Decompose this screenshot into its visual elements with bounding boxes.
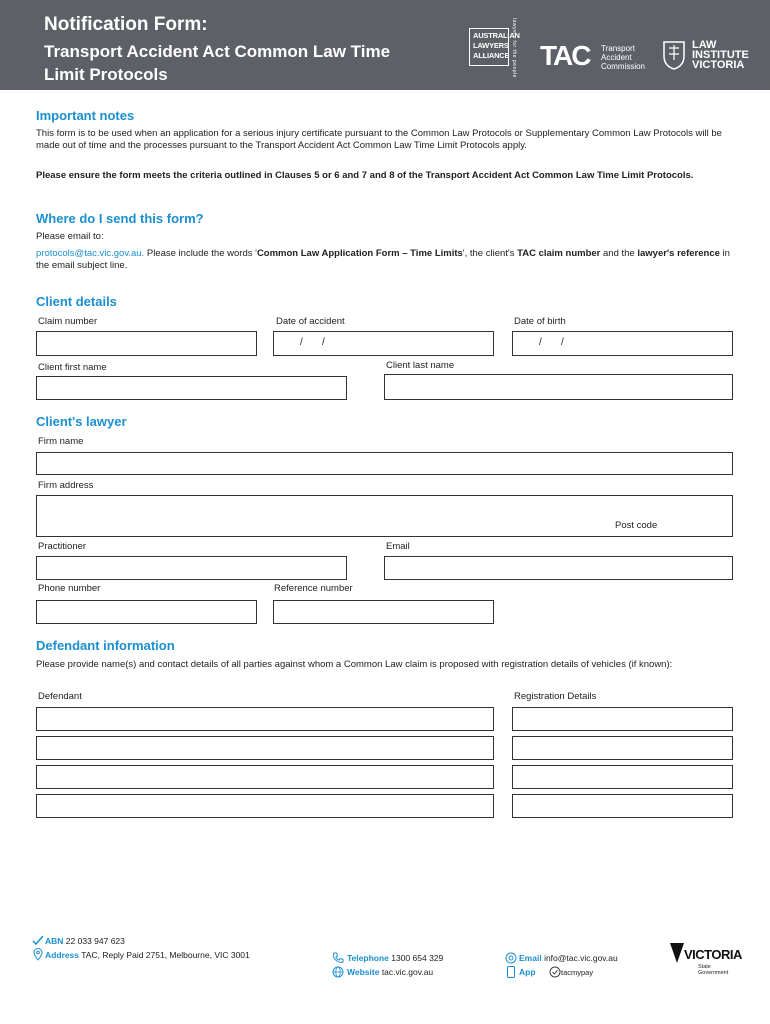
clients-lawyer-heading: Client's lawyer: [36, 414, 127, 429]
date-of-birth-input[interactable]: [512, 331, 733, 356]
date-of-birth-label: Date of birth: [514, 316, 566, 327]
post-code-label: Post code: [615, 520, 658, 531]
lawyer-email-label: Email: [386, 541, 410, 552]
defendant-input[interactable]: [36, 707, 494, 731]
ala-tagline: lawyers for the people: [511, 18, 517, 78]
phone-number-label: Phone number: [38, 583, 101, 594]
law-institute-victoria-logo: LAW INSTITUTE VICTORIA: [692, 39, 749, 71]
telephone-icon: [332, 952, 344, 964]
date-separator: /: [300, 337, 303, 348]
defendant-input[interactable]: [36, 736, 494, 760]
important-notes-heading: Important notes: [36, 108, 135, 123]
location-pin-icon: [33, 948, 43, 961]
form-title-line1: Notification Form:: [44, 14, 208, 35]
victoria-state-logo-icon: [669, 942, 685, 964]
email-instructions: protocols@tac.vic.gov.au. Please include the words 'Common Law Application Form – Time Limits', the client's TAC claim number and the lawyer's reference in the email subject line.: [36, 248, 730, 271]
important-notes-criteria: Please ensure the form meets the criteria outlined in Clauses 5 or 6 and 7 and 8 of the Transport Accident Act Common Law Time Limit Protocols.: [36, 170, 694, 181]
victoria-wordmark: VICTORIA: [684, 947, 742, 962]
app: App: [519, 967, 536, 977]
client-first-name-input[interactable]: [36, 376, 347, 400]
defendant-label: Defendant: [38, 691, 82, 702]
footer-email[interactable]: Email info@tac.vic.gov.au: [519, 953, 618, 963]
website[interactable]: Website tac.vic.gov.au: [347, 967, 434, 977]
abn: ABN 22 033 947 623: [45, 936, 125, 946]
date-separator: /: [561, 337, 564, 348]
date-of-accident-input[interactable]: [273, 331, 494, 356]
important-notes-text: This form is to be used when an application for a serious injury certificate pursuant to the Common Law Protocols or Supplementary Common Law Protocols will be made out of time and the processes pursuant to the Transport Accident Act Common Law Time Limit Protocols apply.: [36, 128, 722, 151]
header-banner: [0, 0, 770, 90]
where-send-heading: Where do I send this form?: [36, 211, 204, 226]
registration-details-label: Registration Details: [514, 691, 597, 702]
client-details-heading: Client details: [36, 294, 117, 309]
client-last-name-input[interactable]: [384, 374, 733, 400]
tacmypay-app[interactable]: tacmypay: [561, 968, 594, 977]
firm-address-label: Firm address: [38, 480, 94, 491]
protocols-email-link[interactable]: protocols@tac.vic.gov.au.: [36, 248, 145, 259]
client-first-name-label: Client first name: [38, 362, 107, 373]
practitioner-input[interactable]: [36, 556, 347, 580]
registration-input[interactable]: [512, 794, 733, 818]
form-title-line3: Limit Protocols: [44, 65, 168, 84]
firm-name-input[interactable]: [36, 452, 733, 475]
date-separator: /: [322, 337, 325, 348]
email-intro: Please email to:: [36, 231, 104, 242]
claim-number-input[interactable]: [36, 331, 257, 356]
date-separator: /: [539, 337, 542, 348]
mobile-phone-icon: [506, 966, 516, 978]
reference-number-label: Reference number: [274, 583, 353, 594]
defendant-input[interactable]: [36, 794, 494, 818]
defendant-information-heading: Defendant information: [36, 638, 175, 653]
registration-input[interactable]: [512, 736, 733, 760]
tac-logo: TAC: [540, 40, 590, 71]
date-of-accident-label: Date of accident: [276, 316, 345, 327]
lawyer-email-input[interactable]: [384, 556, 733, 580]
email-icon: [505, 952, 517, 964]
reference-number-input[interactable]: [273, 600, 494, 624]
practitioner-label: Practitioner: [38, 541, 87, 552]
tacmypay-app-icon: [549, 966, 561, 978]
defendant-intro: Please provide name(s) and contact details of all parties against whom a Common Law claim is proposed with registration details of vehicles (if known):: [36, 659, 673, 670]
globe-icon: [332, 966, 344, 978]
telephone: Telephone 1300 654 329: [347, 953, 444, 963]
firm-address-input[interactable]: [36, 495, 733, 537]
phone-number-input[interactable]: [36, 600, 257, 624]
tac-logo-subtitle: Transport Accident Commission: [601, 44, 646, 71]
firm-name-label: Firm name: [38, 436, 84, 447]
registration-input[interactable]: [512, 707, 733, 731]
registration-input[interactable]: [512, 765, 733, 789]
state-government-label: State Government: [698, 964, 729, 976]
defendant-input[interactable]: [36, 765, 494, 789]
claim-number-label: Claim number: [38, 316, 98, 327]
address: Address TAC, Reply Paid 2751, Melbourne, VIC 3001: [45, 950, 250, 960]
checkmark-icon: [32, 935, 44, 946]
australian-lawyers-alliance-logo: AUSTRALIAN LAWYERS ALLIANCE: [469, 28, 509, 66]
form-title-line2: Transport Accident Act Common Law Time: [44, 42, 391, 61]
law-institute-crest-icon: [662, 40, 686, 70]
client-last-name-label: Client last name: [386, 360, 455, 371]
